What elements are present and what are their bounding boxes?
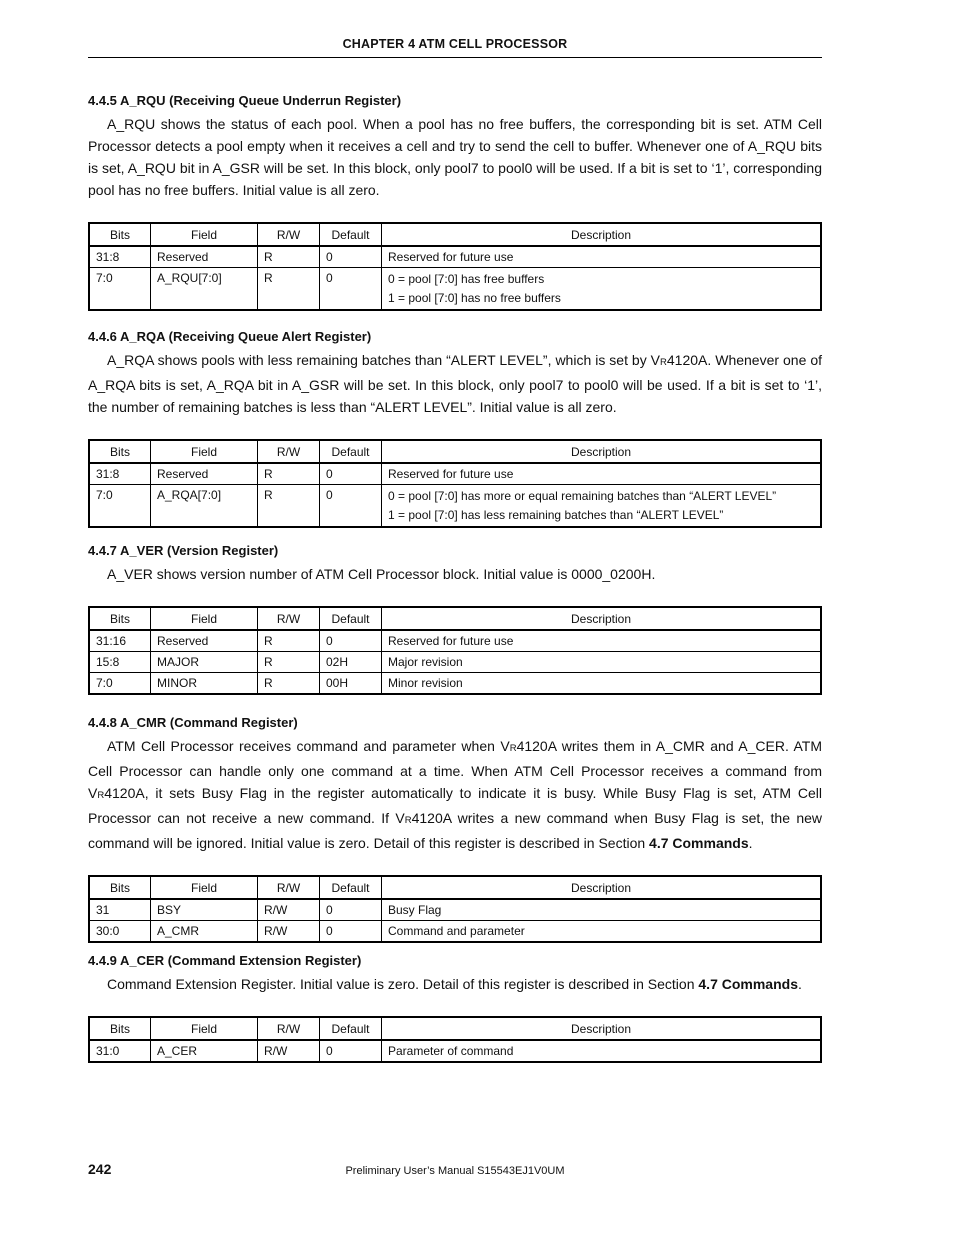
register-table-a-cer bbox=[88, 1016, 822, 1063]
cell-bits: 15:8 bbox=[89, 652, 151, 673]
cell-bits: 30:0 bbox=[89, 921, 151, 943]
table-row bbox=[89, 921, 821, 943]
table-row bbox=[89, 673, 821, 695]
section-paragraph: A_RQA shows pools with less remaining batches than “ALERT LEVEL”, which is set by VR4120A. Whenever one of A_RQA bits is set, A_RQA bit in A_GSR will be set. In this block, only pool7 to pool0 will be used. If a bit is set to ‘1’, the number of remaining batches is less than “ALERT LEVEL”. Initial value is all zero. bbox=[88, 352, 822, 415]
cell-description bbox=[382, 268, 822, 311]
cell-description: Reserved for future use bbox=[382, 246, 822, 268]
section-paragraph: Command Extension Register. Initial value is zero. Detail of this register is described in Section 4.7 Commands. bbox=[107, 976, 802, 992]
cell-bits: 31:16 bbox=[89, 630, 151, 652]
header-rule bbox=[88, 57, 822, 58]
table-row bbox=[89, 246, 821, 268]
col-default: Default bbox=[320, 607, 382, 630]
cell-default: 0 bbox=[320, 630, 382, 652]
cell-description bbox=[382, 485, 822, 528]
cell-default: 0 bbox=[320, 921, 382, 943]
cell-default: 0 bbox=[320, 268, 382, 311]
cell-description: Minor revision bbox=[382, 673, 822, 695]
cell-bits: 7:0 bbox=[89, 485, 151, 528]
cell-default: 0 bbox=[320, 485, 382, 528]
cell-field: Reserved bbox=[151, 246, 258, 268]
register-table-a-cmr bbox=[88, 875, 822, 943]
col-bits: Bits bbox=[89, 223, 151, 246]
cell-field: Reserved bbox=[151, 630, 258, 652]
description-line: 1 = pool [7:0] has no free buffers bbox=[388, 291, 561, 305]
cell-field: Reserved bbox=[151, 463, 258, 485]
col-field: Field bbox=[151, 1017, 258, 1040]
cell-bits: 31:8 bbox=[89, 463, 151, 485]
table-row bbox=[89, 268, 821, 311]
section-title: 4.4.6 A_RQA (Receiving Queue Alert Register) bbox=[88, 329, 372, 344]
col-bits: Bits bbox=[89, 1017, 151, 1040]
register-table-a-ver bbox=[88, 606, 822, 695]
description-line: 0 = pool [7:0] has more or equal remaining batches than “ALERT LEVEL” bbox=[388, 489, 777, 503]
cell-bits: 31 bbox=[89, 899, 151, 921]
cell-bits: 7:0 bbox=[89, 268, 151, 311]
cell-rw: R/W bbox=[258, 921, 320, 943]
cell-description: Parameter of command bbox=[382, 1040, 822, 1062]
table-header-row bbox=[89, 607, 821, 630]
section-title: 4.4.9 A_CER (Command Extension Register) bbox=[88, 953, 362, 968]
cell-rw: R bbox=[258, 268, 320, 311]
cell-default: 0 bbox=[320, 463, 382, 485]
cell-rw: R bbox=[258, 463, 320, 485]
cell-description: Major revision bbox=[382, 652, 822, 673]
section-title: 4.4.8 A_CMR (Command Register) bbox=[88, 715, 298, 730]
section-paragraph: A_VER shows version number of ATM Cell Processor block. Initial value is 0000_0200H. bbox=[107, 566, 656, 582]
section-a-rqu bbox=[88, 92, 822, 311]
col-field: Field bbox=[151, 607, 258, 630]
table-row bbox=[89, 630, 821, 652]
page-number: 242 bbox=[88, 1161, 112, 1177]
cell-default: 0 bbox=[320, 899, 382, 921]
col-description: Description bbox=[382, 876, 822, 899]
cell-field: A_RQU[7:0] bbox=[151, 268, 258, 311]
cell-description: Reserved for future use bbox=[382, 630, 822, 652]
col-rw: R/W bbox=[258, 607, 320, 630]
cell-field: A_RQA[7:0] bbox=[151, 485, 258, 528]
cell-rw: R/W bbox=[258, 1040, 320, 1062]
col-field: Field bbox=[151, 876, 258, 899]
manual-footer: Preliminary User’s Manual S15543EJ1V0UM bbox=[345, 1165, 565, 1177]
cell-default: 00H bbox=[320, 673, 382, 695]
cell-default: 0 bbox=[320, 246, 382, 268]
table-header-row bbox=[89, 1017, 821, 1040]
col-rw: R/W bbox=[258, 876, 320, 899]
col-bits: Bits bbox=[89, 876, 151, 899]
description-line: 0 = pool [7:0] has free buffers bbox=[388, 272, 545, 286]
section-paragraph: A_RQU shows the status of each pool. When a pool has no free buffers, the corresponding bit is set. ATM Cell Processor detects a pool empty when it receives a cell and try to send the cell to buffer. Whenever one of A_RQU bits is set, A_RQU bit in A_GSR will be set. In this block, only pool7 to pool0 will be used. If a bit is set to ‘1’, corresponding pool has no free buffers. Initial value is all zero. bbox=[88, 116, 822, 198]
col-rw: R/W bbox=[258, 1017, 320, 1040]
chapter-header: CHAPTER 4 ATM CELL PROCESSOR bbox=[342, 37, 568, 51]
table-row bbox=[89, 652, 821, 673]
col-description: Description bbox=[382, 223, 822, 246]
col-bits: Bits bbox=[89, 440, 151, 463]
col-description: Description bbox=[382, 440, 822, 463]
cell-bits: 31:0 bbox=[89, 1040, 151, 1062]
description-line: 1 = pool [7:0] has less remaining batches than “ALERT LEVEL” bbox=[388, 508, 724, 522]
section-a-ver bbox=[88, 542, 822, 695]
cell-bits: 31:8 bbox=[89, 246, 151, 268]
register-table-a-rqa bbox=[88, 439, 822, 528]
col-default: Default bbox=[320, 876, 382, 899]
col-description: Description bbox=[382, 1017, 822, 1040]
cell-rw: R bbox=[258, 246, 320, 268]
section-title: 4.4.7 A_VER (Version Register) bbox=[88, 543, 279, 558]
col-description: Description bbox=[382, 607, 822, 630]
table-header-row bbox=[89, 876, 821, 899]
cell-field: A_CER bbox=[151, 1040, 258, 1062]
section-title: 4.4.5 A_RQU (Receiving Queue Underrun Register) bbox=[88, 93, 402, 108]
table-row bbox=[89, 899, 821, 921]
cell-description: Reserved for future use bbox=[382, 463, 822, 485]
col-field: Field bbox=[151, 440, 258, 463]
cell-rw: R bbox=[258, 485, 320, 528]
cell-rw: R/W bbox=[258, 899, 320, 921]
cell-description: Command and parameter bbox=[382, 921, 822, 943]
cell-rw: R bbox=[258, 673, 320, 695]
cell-bits: 7:0 bbox=[89, 673, 151, 695]
cell-field: MINOR bbox=[151, 673, 258, 695]
cell-field: BSY bbox=[151, 899, 258, 921]
col-bits: Bits bbox=[89, 607, 151, 630]
table-row bbox=[89, 485, 821, 528]
cell-field: A_CMR bbox=[151, 921, 258, 943]
col-rw: R/W bbox=[258, 440, 320, 463]
col-default: Default bbox=[320, 223, 382, 246]
cell-rw: R bbox=[258, 630, 320, 652]
cell-default: 02H bbox=[320, 652, 382, 673]
col-default: Default bbox=[320, 1017, 382, 1040]
register-table-a-rqu bbox=[88, 222, 822, 311]
col-rw: R/W bbox=[258, 223, 320, 246]
section-a-cmr bbox=[88, 714, 822, 943]
table-header-row bbox=[89, 440, 821, 463]
col-default: Default bbox=[320, 440, 382, 463]
section-a-rqa bbox=[88, 328, 822, 528]
col-field: Field bbox=[151, 223, 258, 246]
cell-default: 0 bbox=[320, 1040, 382, 1062]
table-row bbox=[89, 1040, 821, 1062]
table-header-row bbox=[89, 223, 821, 246]
section-a-cer bbox=[88, 952, 822, 1063]
cell-field: MAJOR bbox=[151, 652, 258, 673]
table-row bbox=[89, 463, 821, 485]
cell-rw: R bbox=[258, 652, 320, 673]
cell-description: Busy Flag bbox=[382, 899, 822, 921]
section-paragraph: ATM Cell Processor receives command and parameter when VR4120A writes them in A_CMR and A_CER. ATM Cell Processor can handle only one command at a time. When ATM Cell Processor receives a command from VR4120A, it sets Busy Flag in the register automatically to indicate it is busy. While Busy Flag is set, ATM Cell Processor can not receive a new command. If VR4120A writes a new command when Busy Flag is set, the new command will be ignored. Initial value is zero. Detail of this register is described in Section 4.7 Commands. bbox=[88, 738, 823, 851]
